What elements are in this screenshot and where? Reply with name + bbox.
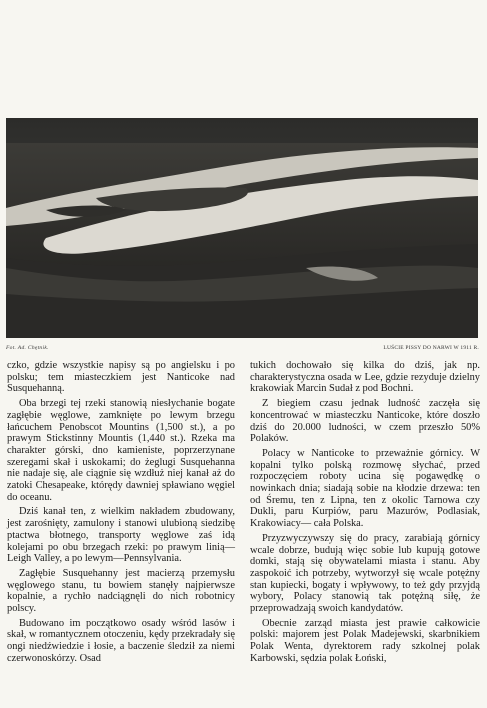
paragraph: Obecnie zarząd miasta jest prawie całkowicie polski: majorem jest Polak Madejewski, skarbnikiem Polak Wenta, dyrektorem rady szkolnej polak Karbowski, sędzia polak Łoński, [250, 617, 480, 664]
paragraph: czko, gdzie wszystkie napisy są po angielsku i po polsku; tem miasteczkiem jest Nanticoke nad Susquehanną. [7, 360, 235, 395]
paragraph: Oba brzegi tej rzeki stanowią niesłychanie bogate zagłębie węglowe, zamknięte po lewym brzegu łańcuchem Penobscot Mountins (1,500 st.), a po prawym Stickstinny Mountis (1,440 st.). Rzeka ma charakter górski, dno kamieniste, poprzerzynane szeregami skał i uskokami; do żeglugi Susquehanna nie nadaje się, ale ciągnie się wzdłuż niej kanał aż do zatoki Chesapeake, którędy dawniej spławiano węgiel do oceanu. [7, 398, 235, 503]
landscape-photo [6, 118, 478, 338]
river-landscape-image [6, 118, 478, 338]
paragraph: Budowano im początkowo osady wśród lasów i skał, w romantycznem otoczeniu, kędy przekradały się ongi niedźwiedzie i łosie, a baczenie śledził za niemi czerwonoskórzy. Osad [7, 617, 235, 664]
paragraph: Polacy w Nanticoke to przeważnie górnicy. W kopalni tylko polską rozmowę słychać, przed rozpoczęciem roboty ucina się pogawędkę o nowinkach dnia; siadają sobie na kłodzie drzewa: ten od Śremu, ten z Lipna, ten z okolic Tarnowa czy Dukli, paru Kurpiów, paru Mazurów, Podlasiak, Krakowiacy— cała Polska. [250, 447, 480, 530]
right-text-column [250, 360, 480, 668]
paragraph: Przyzwyczywszy się do pracy, zarabiają górnicy wcale dobrze, budują więc sobie lub kupują gotowe domki, stają się obywatelami miasta i stanu. Aby zaspokoić ich potrzeby, wytworzył się wcale potężny stan kupiecki, bogaty i wpływowy, to też gdy przyjdą wybory, Polacy stanowią tak potężną siłę, że przeprowadzają swoich kandydatów. [250, 532, 480, 615]
paragraph: tukich dochowało się kilka do dziś, jak np. charakterystyczna osada w Lee, gdzie rezyduje dzielny krakowiak Marcin Sudał z pod Bochni. [250, 360, 480, 395]
paragraph: Z biegiem czasu jednak ludność zaczęła się koncentrować w miasteczku Nanticoke, które doszło dziś do 20.000 ludności, w czem przeszło 50% Polaków. [250, 398, 480, 445]
paragraph: Dziś kanał ten, z wielkim nakładem zbudowany, jest zarośnięty, zamulony i stanowi ulubioną siedzibę ptactwa błotnego, transporty węglowe zaś idą kolejami po obu brzegach rzeki: po prawym linią—Leigh Valley, a po lewym—Pennsylvania. [7, 506, 235, 565]
photo-credit: Fot. Ad. Chętnik. [6, 345, 49, 351]
left-text-column [7, 360, 235, 668]
photo-title: LUŚCIE PISSY DO NARWI W 1911 R. [383, 345, 479, 351]
paragraph: Zagłębie Susquehanny jest macierzą przemysłu węglowego stanu, tu bowiem stanęły najpierwsze kopalnie, a rychło nadciągnęli do nich robotnicy polscy. [7, 567, 235, 615]
